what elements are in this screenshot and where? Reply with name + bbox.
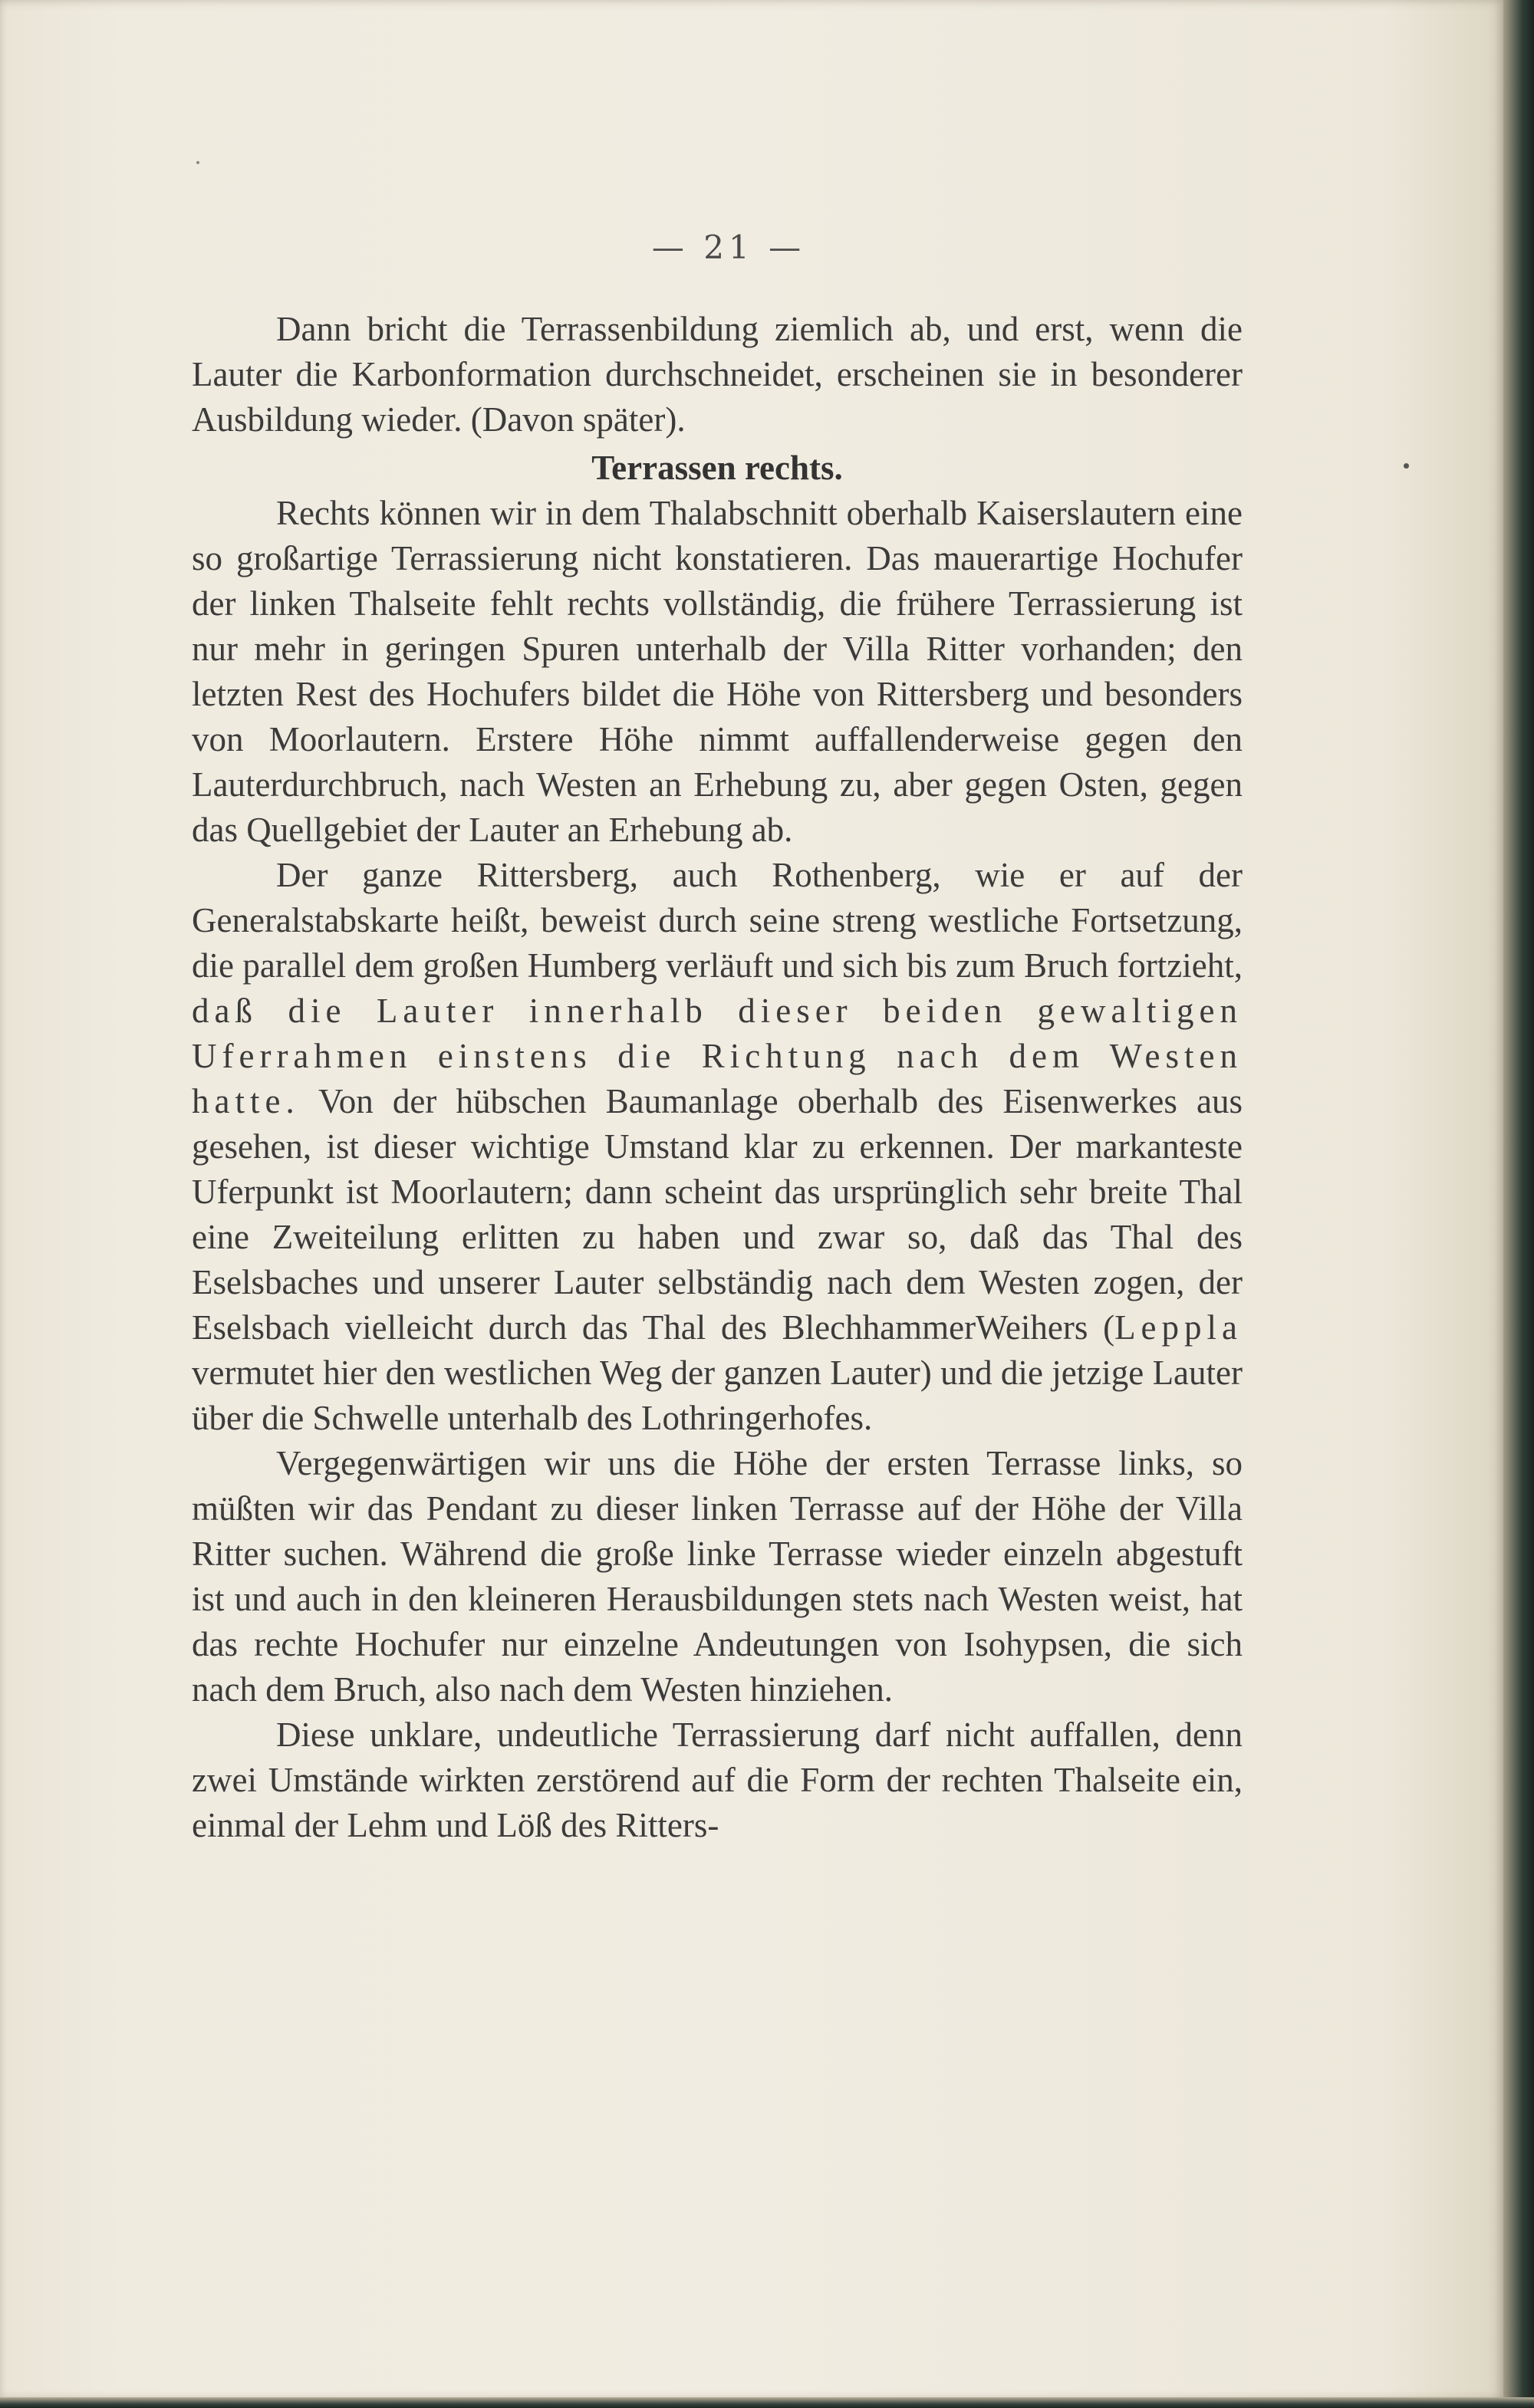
author-name-leppla: Leppla <box>1114 1308 1243 1347</box>
page-text <box>192 307 1243 1848</box>
paper-speck-small <box>196 161 199 164</box>
paragraph-3 <box>192 853 1243 1441</box>
paragraph-3-middle: Von der hübschen Baumanlage oberhalb des Eisenwerkes aus gesehen, ist dieser wichtige Umstand klar zu erkennen. Der markanteste Uferpunkt ist Moorlautern; dann scheint das ursprünglich sehr breite Thal eine Zweiteilung erlitten zu haben und zwar so, daß das Thal des Eselsbaches und unserer Lauter selbständig nach dem Westen zogen, der Eselsbach vielleicht durch das Thal des BlechhammerWeihers ( <box>192 1082 1243 1347</box>
section-heading: Terrassen rechts. <box>591 449 843 487</box>
paragraph-4: Vergegenwärtigen wir uns die Höhe der ersten Terrasse links, so müßten wir das Pendant zu dieser linken Terrasse auf der Höhe der Villa Ritter suchen. Während die große linke Terrasse wieder einzeln abgestuft ist und auch in den kleineren Herausbildungen stets nach Westen weist, hat das rechte Hochufer nur einzelne Andeutungen von Isohypsen, die sich nach dem Bruch, also nach dem Westen hinziehen. <box>192 1444 1243 1709</box>
bottom-edge <box>0 2397 1534 2408</box>
paragraph-5: Diese unklare, undeutliche Terrassierung darf nicht auffallen, denn zwei Umstände wirkten zerstörend auf die Form der rechten Thalseite ein, einmal der Lehm und Löß des Ritters- <box>192 1716 1243 1844</box>
paper-speck <box>1404 463 1409 469</box>
paragraph-1: Dann bricht die Terrassenbildung ziemlich ab, und erst, wenn die Lauter die Karbonformation durchschneidet, erscheinen sie in besonderer Ausbildung wieder. (Davon später). <box>192 310 1243 439</box>
paragraph-3-emphasis: daß die Lauter innerhalb dieser beiden gewaltigen Uferrahmen einstens die Richtung nach dem Westen hatte. <box>192 992 1243 1120</box>
paragraph-3-start: Der ganze Rittersberg, auch Rothenberg, wie er auf der Generalstabskarte heißt, beweist durch seine streng westliche Fortsetzung, die parallel dem großen Humberg verläuft und sich bis zum Bruch fortzieht, <box>192 856 1243 985</box>
paragraph-3-end: vermutet hier den westlichen Weg der ganzen Lauter) und die jetzige Lauter über die Schwelle unterhalb des Lothringerhofes. <box>192 1354 1243 1437</box>
paragraph-2: Rechts können wir in dem Thalabschnitt oberhalb Kaiserslautern eine so großartige Terrassierung nicht konstatieren. Das mauerartige Hochufer der linken Thalseite fehlt rechts vollständig, die frühere Terrassierung ist nur mehr in geringen Spuren unterhalb der Villa Ritter vorhanden; den letzten Rest des Hochufers bildet die Höhe von Rittersberg und besonders von Moorlautern. Erstere Höhe nimmt auffallenderweise gegen den Lauterdurchbruch, nach Westen an Erhebung zu, aber gegen Osten, gegen das Quellgebiet der Lauter an Erhebung ab. <box>192 494 1243 849</box>
page-number: — 21 — <box>651 229 806 266</box>
